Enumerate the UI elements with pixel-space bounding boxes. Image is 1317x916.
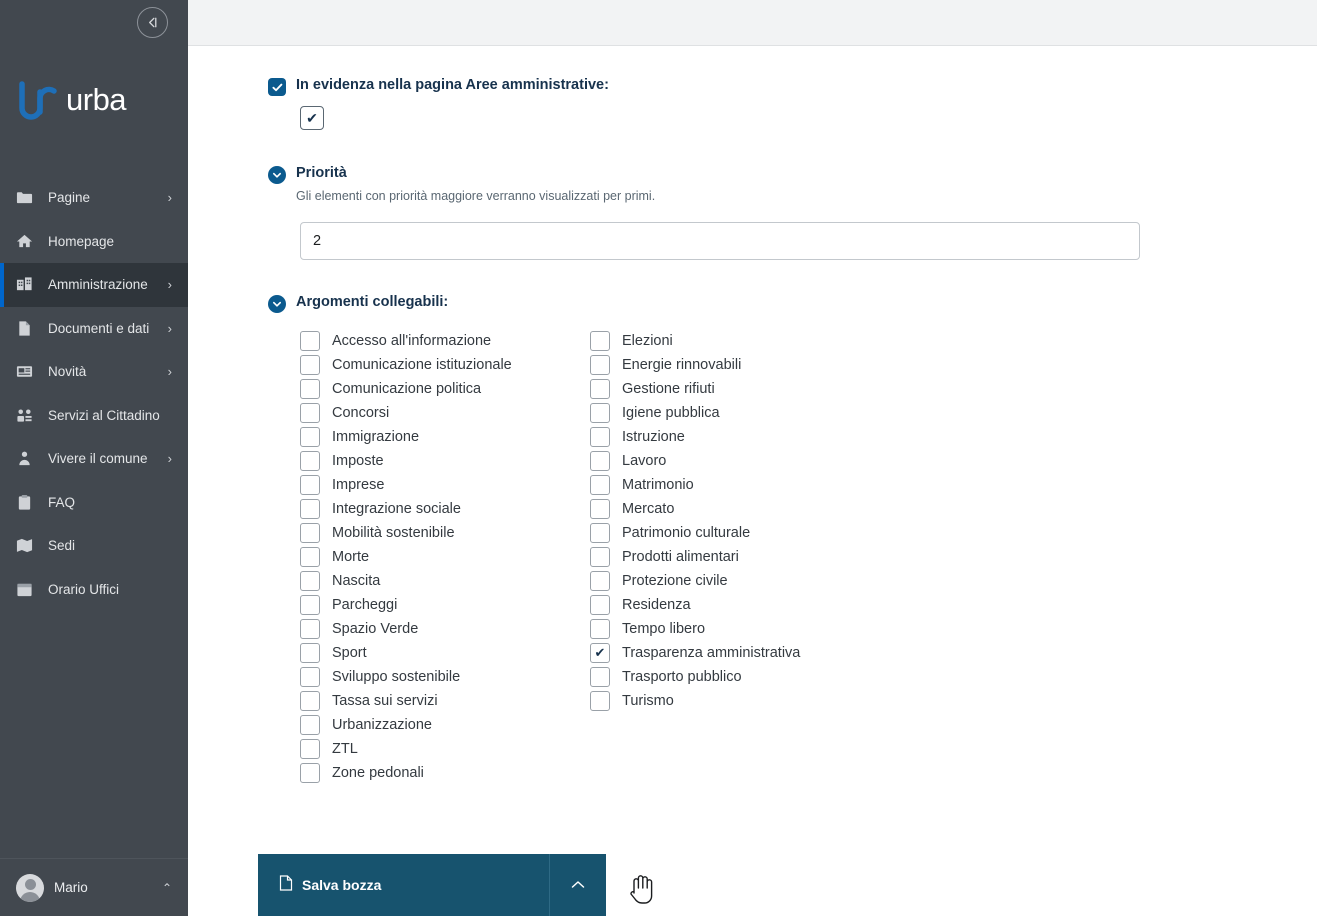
brand-name: urba <box>66 82 127 117</box>
chevron-down-circle-icon <box>272 299 282 309</box>
topic-row[interactable] <box>590 521 880 545</box>
topic-label: Comunicazione politica <box>332 381 482 397</box>
person-pin-icon <box>16 450 38 467</box>
topic-label: Trasporto pubblico <box>622 669 742 685</box>
topic-row[interactable] <box>300 473 590 497</box>
building-icon <box>16 276 38 293</box>
topic-label: Lavoro <box>622 453 667 469</box>
field-marker-icon <box>268 295 286 313</box>
topic-checkbox[interactable] <box>590 667 610 687</box>
topic-label: Igiene pubblica <box>622 405 720 421</box>
topic-row[interactable] <box>300 545 590 569</box>
topics-column-left <box>300 329 590 785</box>
topic-checkbox[interactable] <box>590 475 610 495</box>
form-area <box>188 46 1317 785</box>
mouse-cursor <box>628 869 662 909</box>
topic-checkbox[interactable] <box>300 739 320 759</box>
save-draft-button[interactable] <box>258 854 549 916</box>
topic-row[interactable] <box>300 593 590 617</box>
sidebar-nav <box>0 176 188 611</box>
topic-row[interactable] <box>590 545 880 569</box>
topic-checkbox[interactable] <box>300 619 320 639</box>
topic-checkbox[interactable] <box>590 427 610 447</box>
topic-row[interactable] <box>590 353 880 377</box>
topic-label: Accesso all'informazione <box>332 333 492 349</box>
sidebar-item-label: Homepage <box>48 233 115 249</box>
sidebar-item-faq[interactable] <box>0 481 188 525</box>
topic-label: Tempo libero <box>622 621 706 637</box>
sidebar-item-novita[interactable] <box>0 350 188 394</box>
topic-checkbox[interactable] <box>590 691 610 711</box>
topic-checkbox[interactable] <box>300 571 320 591</box>
topic-checkbox[interactable] <box>590 571 610 591</box>
save-toolbar <box>258 854 606 916</box>
sidebar-item-amministrazione[interactable] <box>0 263 188 307</box>
sidebar-item-label: Orario Uffici <box>48 581 120 597</box>
topic-label: Sport <box>332 645 367 661</box>
topic-row[interactable] <box>300 617 590 641</box>
topic-row[interactable] <box>300 569 590 593</box>
field-help-text: Gli elementi con priorità maggiore verranno visualizzati per primi. <box>296 189 656 203</box>
topic-row[interactable] <box>300 521 590 545</box>
topic-label: Mercato <box>622 501 675 517</box>
topic-checkbox[interactable] <box>300 355 320 375</box>
topic-checkbox[interactable] <box>590 379 610 399</box>
topic-label: Comunicazione istituzionale <box>332 357 512 373</box>
topic-checkbox[interactable] <box>590 595 610 615</box>
topic-row[interactable] <box>590 473 880 497</box>
topic-row[interactable] <box>300 761 590 785</box>
top-bar <box>188 0 1317 46</box>
chevron-right-icon: › <box>167 451 172 467</box>
home-icon <box>16 233 38 250</box>
document-save-icon <box>279 875 293 896</box>
user-name: Mario <box>54 880 88 895</box>
topic-checkbox[interactable] <box>300 763 320 783</box>
topic-label: ZTL <box>332 741 358 757</box>
topic-checkbox[interactable] <box>300 331 320 351</box>
field-label: In evidenza nella pagina Aree amministrative: <box>296 77 609 93</box>
topic-row[interactable] <box>300 377 590 401</box>
topic-checkbox[interactable] <box>590 451 610 471</box>
clipboard-icon <box>16 494 38 511</box>
sidebar-item-label: Novità <box>48 364 87 380</box>
topic-label: Gestione rifiuti <box>622 381 715 397</box>
sidebar-collapse-button[interactable] <box>137 7 168 38</box>
topic-label: Istruzione <box>622 429 685 445</box>
topic-label: Concorsi <box>332 405 390 421</box>
save-draft-label: Salva bozza <box>302 877 382 893</box>
topic-checkbox[interactable] <box>300 427 320 447</box>
topic-label: Parcheggi <box>332 597 398 613</box>
topic-checkbox[interactable] <box>300 691 320 711</box>
main-content <box>188 0 1317 916</box>
topic-row[interactable] <box>590 329 880 353</box>
news-icon <box>16 363 38 380</box>
topic-checkbox[interactable] <box>590 523 610 543</box>
topic-label: Trasparenza amministrativa <box>622 645 801 661</box>
topic-row[interactable] <box>300 689 590 713</box>
sidebar-item-sedi[interactable] <box>0 524 188 568</box>
topic-checkbox[interactable] <box>590 499 610 519</box>
topic-label: Prodotti alimentari <box>622 549 739 565</box>
topic-row[interactable] <box>300 425 590 449</box>
chevron-up-icon: ⌃ <box>161 880 172 895</box>
sidebar <box>0 0 188 916</box>
topic-row[interactable] <box>300 449 590 473</box>
topic-row[interactable] <box>590 449 880 473</box>
field-marker-icon <box>268 166 286 184</box>
chevron-right-icon: › <box>167 364 172 380</box>
topic-label: Elezioni <box>622 333 673 349</box>
topic-row[interactable] <box>590 425 880 449</box>
sidebar-item-label: Documenti e dati <box>48 320 150 336</box>
save-options-button[interactable] <box>549 854 606 916</box>
sidebar-item-label: Sedi <box>48 538 76 554</box>
topic-checkbox[interactable] <box>300 451 320 471</box>
topic-checkbox[interactable] <box>300 523 320 543</box>
topic-checkbox[interactable] <box>590 643 610 663</box>
check-glyph: ✔ <box>306 109 318 126</box>
field-priorita <box>268 164 1317 260</box>
topic-label: Imposte <box>332 453 384 469</box>
topic-row[interactable] <box>590 569 880 593</box>
chevron-right-icon: › <box>167 190 172 206</box>
topic-label: Patrimonio culturale <box>622 525 751 541</box>
topic-label: Nascita <box>332 573 381 589</box>
topic-checkbox[interactable] <box>590 355 610 375</box>
sidebar-user-menu[interactable] <box>0 858 188 916</box>
document-icon <box>16 320 38 337</box>
topic-label: Energie rinnovabili <box>622 357 742 373</box>
brand-logo <box>16 78 126 122</box>
topic-label: Tassa sui servizi <box>332 693 438 709</box>
topic-label: Residenza <box>622 597 691 613</box>
topic-checkbox[interactable] <box>590 547 610 567</box>
topic-row[interactable] <box>590 617 880 641</box>
avatar <box>16 874 44 902</box>
topic-checkbox[interactable] <box>300 547 320 567</box>
collapse-left-icon <box>145 15 160 30</box>
topic-checkbox[interactable] <box>300 595 320 615</box>
topic-row[interactable] <box>590 377 880 401</box>
calendar-icon <box>16 581 38 598</box>
sidebar-item-homepage[interactable] <box>0 220 188 264</box>
topic-row[interactable] <box>300 641 590 665</box>
topic-label: Sviluppo sostenibile <box>332 669 461 685</box>
topic-label: Mobilità sostenibile <box>332 525 455 541</box>
check-glyph: ✔ <box>594 645 606 660</box>
chevron-down-circle-icon <box>272 170 282 180</box>
map-icon <box>16 537 38 554</box>
field-marker-icon <box>268 78 286 96</box>
topic-label: Morte <box>332 549 370 565</box>
topic-label: Turismo <box>622 693 674 709</box>
sidebar-item-documenti-e-dati[interactable] <box>0 307 188 351</box>
sidebar-item-label: Servizi al Cittadino <box>48 407 160 423</box>
field-in-evidenza <box>268 76 1317 130</box>
topic-checkbox[interactable] <box>590 403 610 423</box>
chevron-up-icon <box>571 880 585 890</box>
folder-icon <box>16 189 38 206</box>
topic-row[interactable] <box>590 497 880 521</box>
topic-row[interactable] <box>300 329 590 353</box>
topic-row[interactable] <box>300 353 590 377</box>
topic-row[interactable] <box>590 401 880 425</box>
topic-checkbox[interactable] <box>300 667 320 687</box>
field-label: Priorità <box>296 165 347 181</box>
sidebar-item-pagine[interactable] <box>0 176 188 220</box>
topic-row[interactable] <box>300 665 590 689</box>
sidebar-item-vivere-il-comune[interactable] <box>0 437 188 481</box>
topics-column-right <box>590 329 880 785</box>
field-argomenti-collegabili <box>268 293 1317 785</box>
topic-checkbox[interactable] <box>300 499 320 519</box>
topic-label: Immigrazione <box>332 429 420 445</box>
topic-checkbox[interactable] <box>300 379 320 399</box>
topic-label: Protezione civile <box>622 573 728 589</box>
topic-checkbox[interactable] <box>300 403 320 423</box>
sidebar-item-label: Amministrazione <box>48 277 148 293</box>
topic-row[interactable] <box>590 593 880 617</box>
sidebar-item-label: Vivere il comune <box>48 451 148 467</box>
topic-label: Matrimonio <box>622 477 694 493</box>
topic-row[interactable] <box>300 497 590 521</box>
sidebar-item-label: Pagine <box>48 190 91 206</box>
topic-checkbox[interactable] <box>300 715 320 735</box>
topic-row[interactable] <box>590 689 880 713</box>
topic-row[interactable] <box>300 737 590 761</box>
topics-checkbox-grid <box>300 329 1317 785</box>
topic-label: Zone pedonali <box>332 765 424 781</box>
field-label: Argomenti collegabili: <box>296 294 449 310</box>
check-small-icon <box>272 82 283 93</box>
topic-label: Spazio Verde <box>332 621 419 637</box>
urba-logo-icon <box>16 78 58 122</box>
topic-checkbox[interactable] <box>300 643 320 663</box>
chevron-right-icon: › <box>167 277 172 293</box>
chevron-right-icon: › <box>167 320 172 336</box>
sidebar-item-servizi-al-cittadino[interactable] <box>0 394 188 438</box>
topic-row[interactable] <box>300 401 590 425</box>
topic-checkbox[interactable] <box>590 331 610 351</box>
topic-label: Imprese <box>332 477 385 493</box>
topic-checkbox[interactable] <box>590 619 610 639</box>
featured-checkbox[interactable] <box>300 106 324 130</box>
topic-label: Urbanizzazione <box>332 717 432 733</box>
services-icon <box>16 407 38 424</box>
topic-row[interactable] <box>300 713 590 737</box>
topic-label: Integrazione sociale <box>332 501 461 517</box>
topic-row[interactable] <box>590 641 880 665</box>
sidebar-item-orario-uffici[interactable] <box>0 568 188 612</box>
topic-checkbox[interactable] <box>300 475 320 495</box>
sidebar-item-label: FAQ <box>48 494 76 510</box>
topic-row[interactable] <box>590 665 880 689</box>
priority-input[interactable] <box>300 222 1140 260</box>
